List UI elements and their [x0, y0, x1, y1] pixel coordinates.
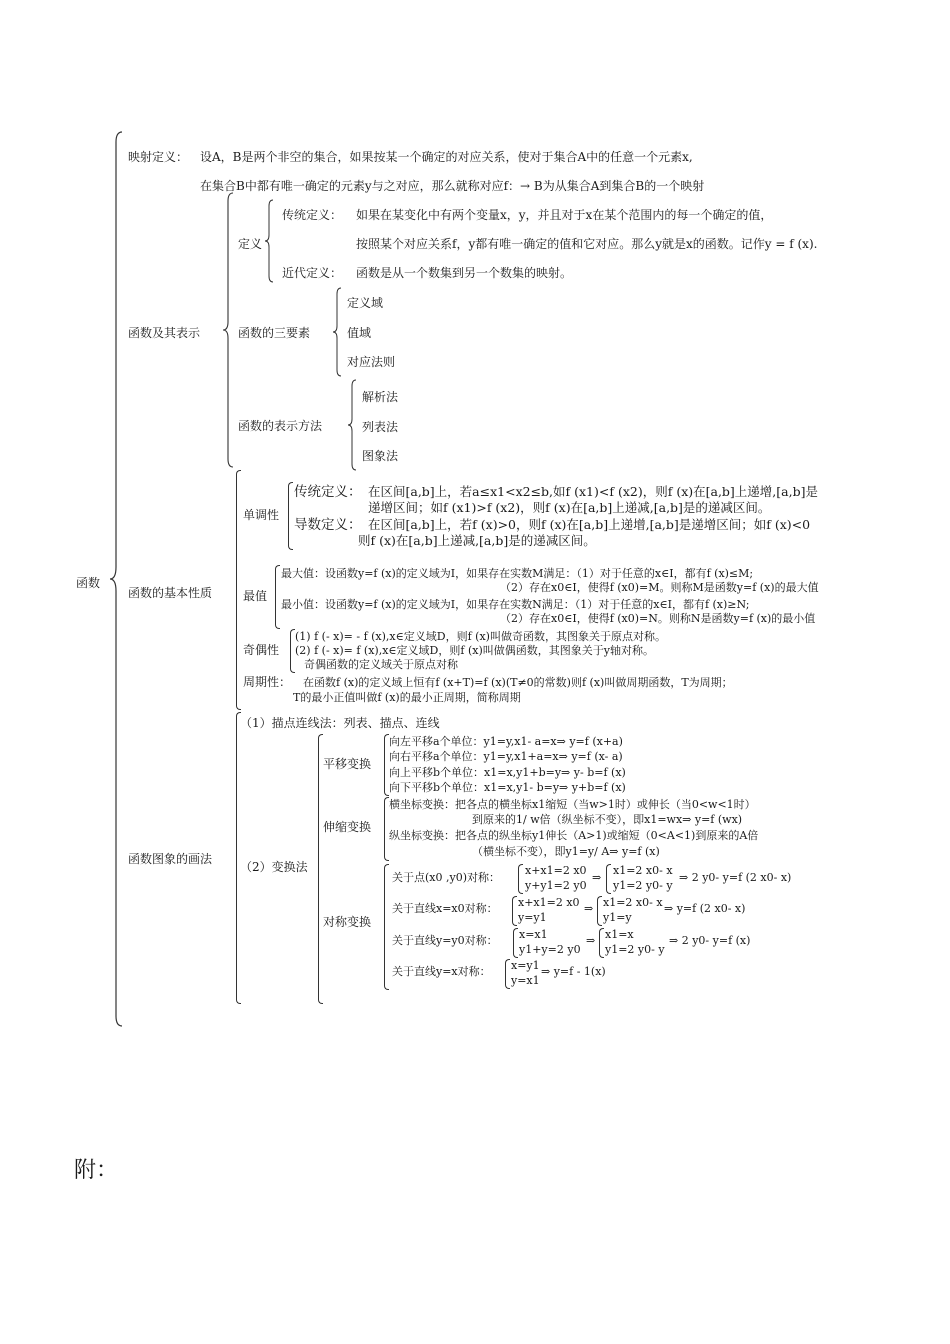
sym-liney-sys2-brace [599, 928, 604, 958]
transform-bracket [318, 734, 323, 1004]
extremum-bracket [275, 565, 280, 629]
transform-label: （2）变换法 [240, 860, 308, 874]
max-line-1: 最大值：设函数y=f (x)的定义域为I，如果存在实数M满足：（1）对于任意的x∈I，都有f (x)≤M; [281, 567, 754, 580]
methods-brace [348, 380, 358, 470]
properties-bracket [236, 470, 241, 710]
traditional-def-label: 传统定义： [282, 208, 343, 222]
scaling-line-4: （横坐标不变），即y1=y/ A⇒ y=f (x) [472, 845, 660, 858]
three-elements-label: 函数的三要素 [238, 326, 311, 340]
translation-right: 向右平移a个单位：y1=y,x1+a=x⇒ y=f (x- a) [389, 750, 623, 763]
sym-linex-label: 关于直线x=x0对称： [392, 902, 498, 915]
sym-linex-sys2-a: x1=2 x0- x [603, 896, 663, 909]
translation-label: 平移变换 [323, 757, 372, 771]
sym-liney-result: ⇒ 2 y0- y=f (x) [669, 934, 751, 947]
modern-def-text: 函数是从一个数集到另一个数集的映射。 [356, 266, 573, 280]
mono-trad-line-1: 在区间[a,b]上，若a≤x1<x2≤b,如f (x1)<f (x2)，则f (x)在[a,b]上递增,[a,b]是 [368, 484, 818, 499]
scaling-line-1: 横坐标变换：把各点的横坐标x1缩短（当w>1时）或伸长（当0<w<1时） [389, 798, 756, 811]
element-domain: 定义域 [347, 296, 384, 310]
max-line-2: （2）存在x0∈I，使得f (x0)=M。则称M是函数y=f (x)的最大值 [500, 581, 819, 594]
sym-liney-sys2-b: y1=2 y0- y [605, 943, 665, 956]
min-line-1: 最小值：设函数y=f (x)的定义域为I，如果存在实数N满足：（1）对于任意的x∈I，都有f (x)≥N; [281, 598, 750, 611]
mono-deriv-line-1: 在区间[a,b]上，若f (x)>0，则f (x)在[a,b]上递增,[a,b]是递增区间；如f (x)<0 [368, 517, 811, 532]
parity-line-2: (2) f (- x)= f (x),x∈定义域D，则f (x)叫做偶函数，其图象关于y轴对称。 [295, 644, 654, 657]
scaling-line-2: 到原来的1/ w倍（纵坐标不变），即x1=wx⇒ y=f (wx) [472, 813, 743, 826]
modern-def-label: 近代定义： [282, 266, 343, 280]
element-rule: 对应法则 [347, 355, 396, 369]
sym-liney-label: 关于直线y=y0对称： [392, 934, 498, 947]
sym-point-sys1-a: x+x1=2 x0 [525, 864, 587, 877]
method-table: 列表法 [362, 420, 399, 434]
sym-linex-sys1-b: y=y1 [518, 911, 547, 924]
sym-liney-sys2-a: x1=x [605, 928, 634, 941]
mono-trad-line-2: 递增区间；如f (x1)>f (x2)，则f (x)在[a,b]上递减,[a,b]是的递减区间。 [368, 500, 771, 515]
mono-trad-label: 传统定义： [294, 484, 362, 500]
mapping-label: 映射定义： [128, 150, 189, 164]
representation-brace [223, 193, 235, 467]
sym-point-arrow-1: ⇒ [592, 871, 602, 884]
traditional-def-line-2: 按照某个对应关系f，y都有唯一确定的值和它对应。那么y就是x的函数。记作y = f (x). [356, 237, 818, 251]
sym-linex-result: ⇒ y=f (2 x0- x) [664, 902, 746, 915]
mapping-line-1: 设A，B是两个非空的集合，如果按某一个确定的对应关系，使对于集合A中的任意一个元素x, [200, 150, 693, 164]
three-elements-brace [333, 288, 343, 376]
sym-linex-sys1-a: x+x1=2 x0 [518, 896, 580, 909]
symmetry-label: 对称变换 [323, 915, 372, 929]
element-range: 值域 [347, 326, 372, 340]
sym-diag-sys-brace [505, 959, 510, 989]
sym-diag-label: 关于直线y=x对称： [392, 965, 491, 978]
sym-point-label: 关于点(x0 ,y0)对称： [392, 871, 500, 884]
monotonicity-label: 单调性 [243, 508, 280, 522]
sym-liney-sys1-b: y1+y=2 y0 [519, 943, 581, 956]
min-line-2: （2）存在x0∈I，使得f (x0)=N。则称N是函数y=f (x)的最小值 [500, 612, 816, 625]
sym-point-sys1-b: y+y1=2 y0 [525, 879, 587, 892]
translation-up: 向上平移b个单位：x1=x,y1+b=y⇒ y- b=f (x) [389, 766, 626, 779]
parity-label: 奇偶性 [243, 643, 280, 657]
translation-left: 向左平移a个单位：y1=y,x1- a=x⇒ y=f (x+a) [389, 735, 623, 748]
mono-deriv-line-2: 则f (x)在[a,b]上递减,[a,b]是的递减区间。 [358, 533, 596, 548]
sym-linex-arrow-1: ⇒ [584, 902, 594, 915]
period-label: 周期性： [243, 675, 292, 689]
sym-linex-sys1-brace [512, 896, 517, 926]
scaling-label: 伸缩变换 [323, 820, 372, 834]
sym-point-result: ⇒ 2 y0- y=f (2 x0- x) [679, 871, 792, 884]
graphing-bracket [236, 712, 241, 1004]
sym-point-sys2-a: x1=2 x0- x [613, 864, 673, 877]
sym-diag-result: ⇒ y=f - 1(x) [541, 965, 606, 978]
scaling-line-3: 纵坐标变换：把各点的纵坐标y1伸长（A>1)或缩短（0<A<1)到原来的A倍 [389, 829, 759, 842]
parity-line-3: 奇偶函数的定义域关于原点对称 [304, 658, 458, 671]
definition-label: 定义 [238, 237, 263, 251]
method-graph: 图象法 [362, 449, 399, 463]
method-analytic: 解析法 [362, 390, 399, 404]
methods-label: 函数的表示方法 [238, 419, 323, 433]
monotonicity-bracket [288, 482, 293, 550]
traditional-def-line-1: 如果在某变化中有两个变量x，y，并且对于x在某个范围内的每一个确定的值， [356, 208, 773, 222]
sym-liney-sys1-brace [513, 928, 518, 958]
representation-label: 函数及其表示 [128, 326, 201, 340]
parity-line-1: (1) f (- x)= - f (x),x∈定义域D，则f (x)叫做奇函数，其图象关于原点对称。 [295, 630, 666, 643]
appendix-label: 附： [74, 1158, 119, 1183]
sym-point-sys2-b: y1=2 y0- y [613, 879, 673, 892]
translation-down: 向下平移b个单位：x1=x,y1- b=y⇒ y+b=f (x) [389, 781, 626, 794]
sym-diag-sys-a: x=y1 [511, 959, 540, 972]
period-line-2: T的最小正值叫做f (x)的最小正周期，简称周期 [293, 691, 521, 704]
sym-point-sys1-brace [518, 864, 523, 894]
mono-deriv-label: 导数定义： [294, 517, 362, 533]
sym-liney-arrow-1: ⇒ [586, 934, 596, 947]
graphing-label: 函数图象的画法 [128, 852, 213, 866]
period-line-1: 在函数f (x)的定义域上恒有f (x+T)=f (x)(T≠0的常数)则f (x)叫做周期函数，T为周期； [303, 676, 733, 689]
root-label: 函数 [76, 576, 101, 590]
sym-point-sys2-brace [606, 864, 611, 894]
properties-label: 函数的基本性质 [128, 586, 213, 600]
root-brace [110, 132, 124, 1026]
plotting-method: （1）描点连线法：列表、描点、连线 [240, 716, 440, 730]
mapping-line-2: 在集合B中都有唯一确定的元素y与之对应，那么就称对应f：→ B为从集合A到集合B的一个映射 [200, 179, 705, 193]
sym-liney-sys1-a: x=x1 [519, 928, 548, 941]
sym-linex-sys2-b: y1=y [603, 911, 632, 924]
definition-brace [265, 200, 275, 282]
sym-linex-sys2-brace [597, 896, 602, 926]
sym-diag-sys-b: y=x1 [511, 974, 540, 987]
symmetry-bracket [384, 864, 389, 990]
extremum-label: 最值 [243, 589, 268, 603]
